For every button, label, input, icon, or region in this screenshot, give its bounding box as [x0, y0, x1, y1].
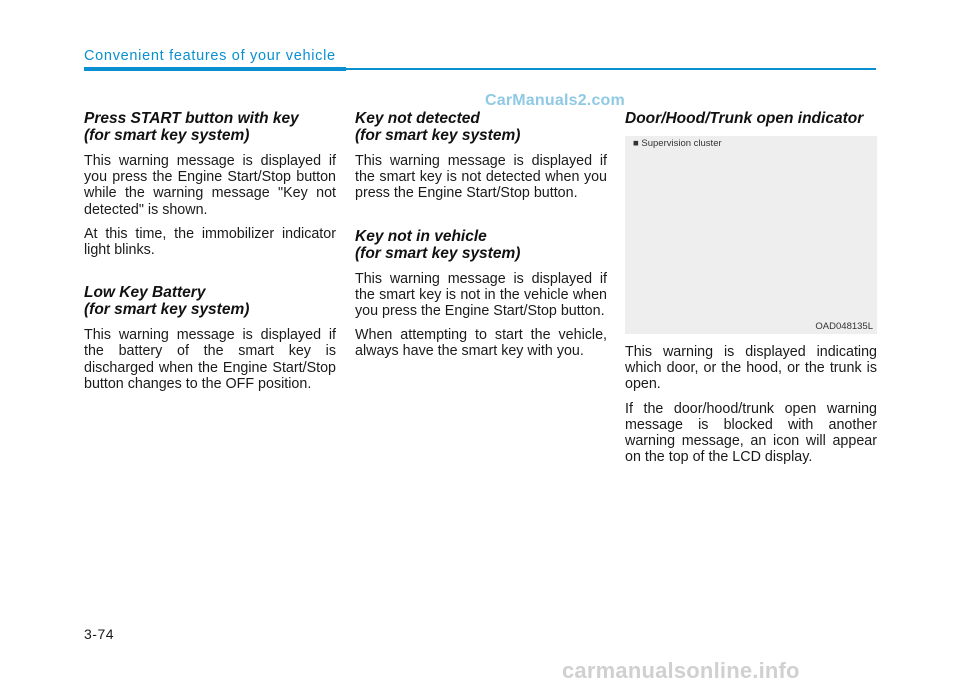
heading-line: Key not in vehicle: [355, 227, 487, 245]
paragraph: If the door/hood/trunk open warning message is blocked with another warning message, an icon will appear on the top of the LCD display.: [625, 400, 877, 466]
figure-supervision-cluster: [625, 136, 877, 334]
heading-subline: (for smart key system): [84, 127, 250, 144]
paragraph: This warning message is displayed if the battery of the smart key is discharged when the Engine Start/Stop button changes to the OFF position.: [84, 327, 336, 392]
paragraph: This warning message is displayed if the smart key is not in the vehicle when you press the Engine Start/Stop button.: [355, 270, 607, 320]
watermark-top: CarManuals2.com: [485, 92, 625, 109]
heading-key-not-in-vehicle: [355, 228, 607, 262]
header-rule: [346, 68, 876, 70]
heading-subline: (for smart key system): [355, 244, 521, 262]
header-rule-accent: [84, 67, 346, 71]
heading-key-not-detected: [355, 110, 607, 144]
heading-press-start: [84, 110, 336, 144]
heading-subline: (for smart key system): [355, 127, 521, 144]
heading-door-hood-trunk: Door/Hood/Trunk open indicator: [625, 110, 864, 127]
heading-subline: (for smart key system): [84, 301, 250, 319]
heading-line: Low Key Battery: [84, 284, 206, 302]
page-number: 3-74: [84, 626, 115, 642]
column-3: [625, 110, 877, 473]
column-2: [355, 110, 607, 368]
figure-caption: ■ Supervision cluster: [633, 138, 722, 149]
watermark-bottom: carmanualsonline.info: [562, 658, 800, 683]
paragraph: This warning is displayed indicating which door, or the hood, or the trunk is open.: [625, 344, 877, 393]
paragraph: This warning message is displayed if you press the Engine Start/Stop button while the warning message "Key not detected" is shown.: [84, 153, 336, 218]
paragraph: When attempting to start the vehicle, always have the smart key with you.: [355, 327, 607, 360]
heading-line: Press START button with key: [84, 110, 299, 127]
column-1: [84, 110, 336, 400]
heading-low-key-battery: [84, 284, 336, 318]
paragraph: This warning message is displayed if the smart key is not detected when you press the Engine Start/Stop button.: [355, 153, 607, 202]
section-header: Convenient features of your vehicle: [84, 48, 336, 64]
figure-code: OAD048135L: [815, 321, 873, 332]
heading-line: Key not detected: [355, 110, 480, 127]
paragraph: At this time, the immobilizer indicator light blinks.: [84, 225, 336, 259]
